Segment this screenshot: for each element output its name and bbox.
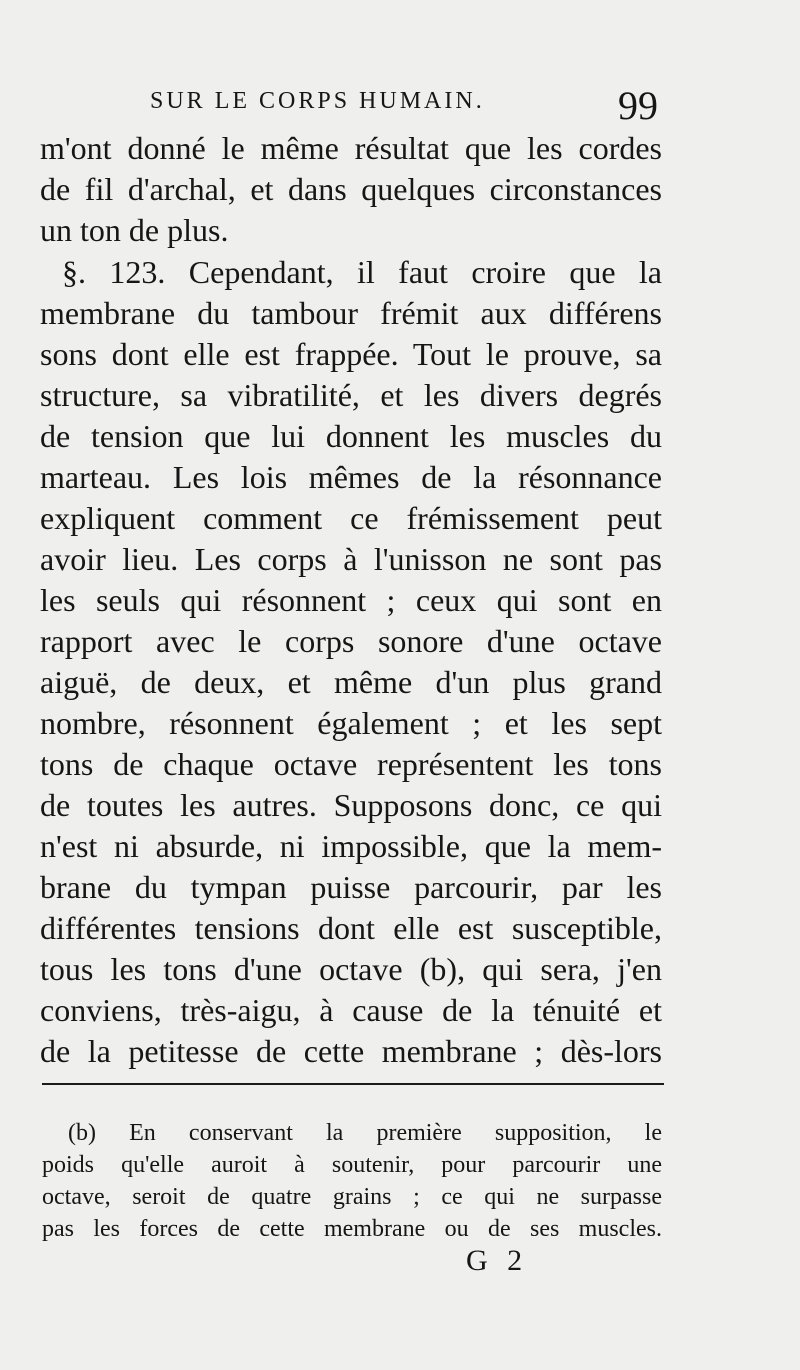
footnote-line: octave, seroit de quatre grains ; ce qui ne surpasse [42,1184,662,1210]
page-number: 99 [618,83,658,128]
body-line: un ton de plus. [40,212,229,248]
body-line: les seuls qui résonnent ; ceux qui sont en [40,582,662,618]
signature-mark: G 2 [466,1244,529,1277]
body-line: rapport avec le corps sonore d'une octave [40,623,662,659]
body-line: membrane du tambour frémit aux différens [40,295,662,331]
body-line: aiguë, de deux, et même d'un plus grand [40,664,662,700]
body-line: de toutes les autres. Supposons donc, ce qui [40,787,662,823]
body-line: expliquent comment ce frémissement peut [40,500,662,536]
body-line: m'ont donné le même résultat que les cordes [40,130,662,166]
body-line: marteau. Les lois mêmes de la résonnance [40,459,662,495]
body-line: de fil d'archal, et dans quelques circonstances [40,171,662,207]
body-line: tous les tons d'une octave (b), qui sera, j'en [40,951,662,987]
body-line: sons dont elle est frappée. Tout le prouve, sa [40,336,662,372]
footnote-line: pas les forces de cette membrane ou de ses muscles. [42,1216,662,1242]
body-line: structure, sa vibratilité, et les divers degrés [40,377,662,413]
body-line: de tension que lui donnent les muscles du [40,418,662,454]
footnote-rule [42,1083,664,1085]
body-line: §. 123. Cependant, il faut croire que la [62,254,662,290]
body-line: conviens, très-aigu, à cause de la ténuité et [40,992,662,1028]
body-line: n'est ni absurde, ni impossible, que la mem- [40,828,662,864]
running-title: SUR LE CORPS HUMAIN. [150,88,485,114]
body-line: différentes tensions dont elle est susceptible, [40,910,662,946]
body-line: brane du tympan puisse parcourir, par les [40,869,662,905]
footnote-line: (b) En conservant la première supposition, le [68,1120,662,1146]
body-line: nombre, résonnent également ; et les sept [40,705,662,741]
body-line: de la petitesse de cette membrane ; dès-lors [40,1033,662,1069]
footnote-line: poids qu'elle auroit à soutenir, pour parcourir une [42,1152,662,1178]
body-line: tons de chaque octave représentent les tons [40,746,662,782]
body-line: avoir lieu. Les corps à l'unisson ne sont pas [40,541,662,577]
